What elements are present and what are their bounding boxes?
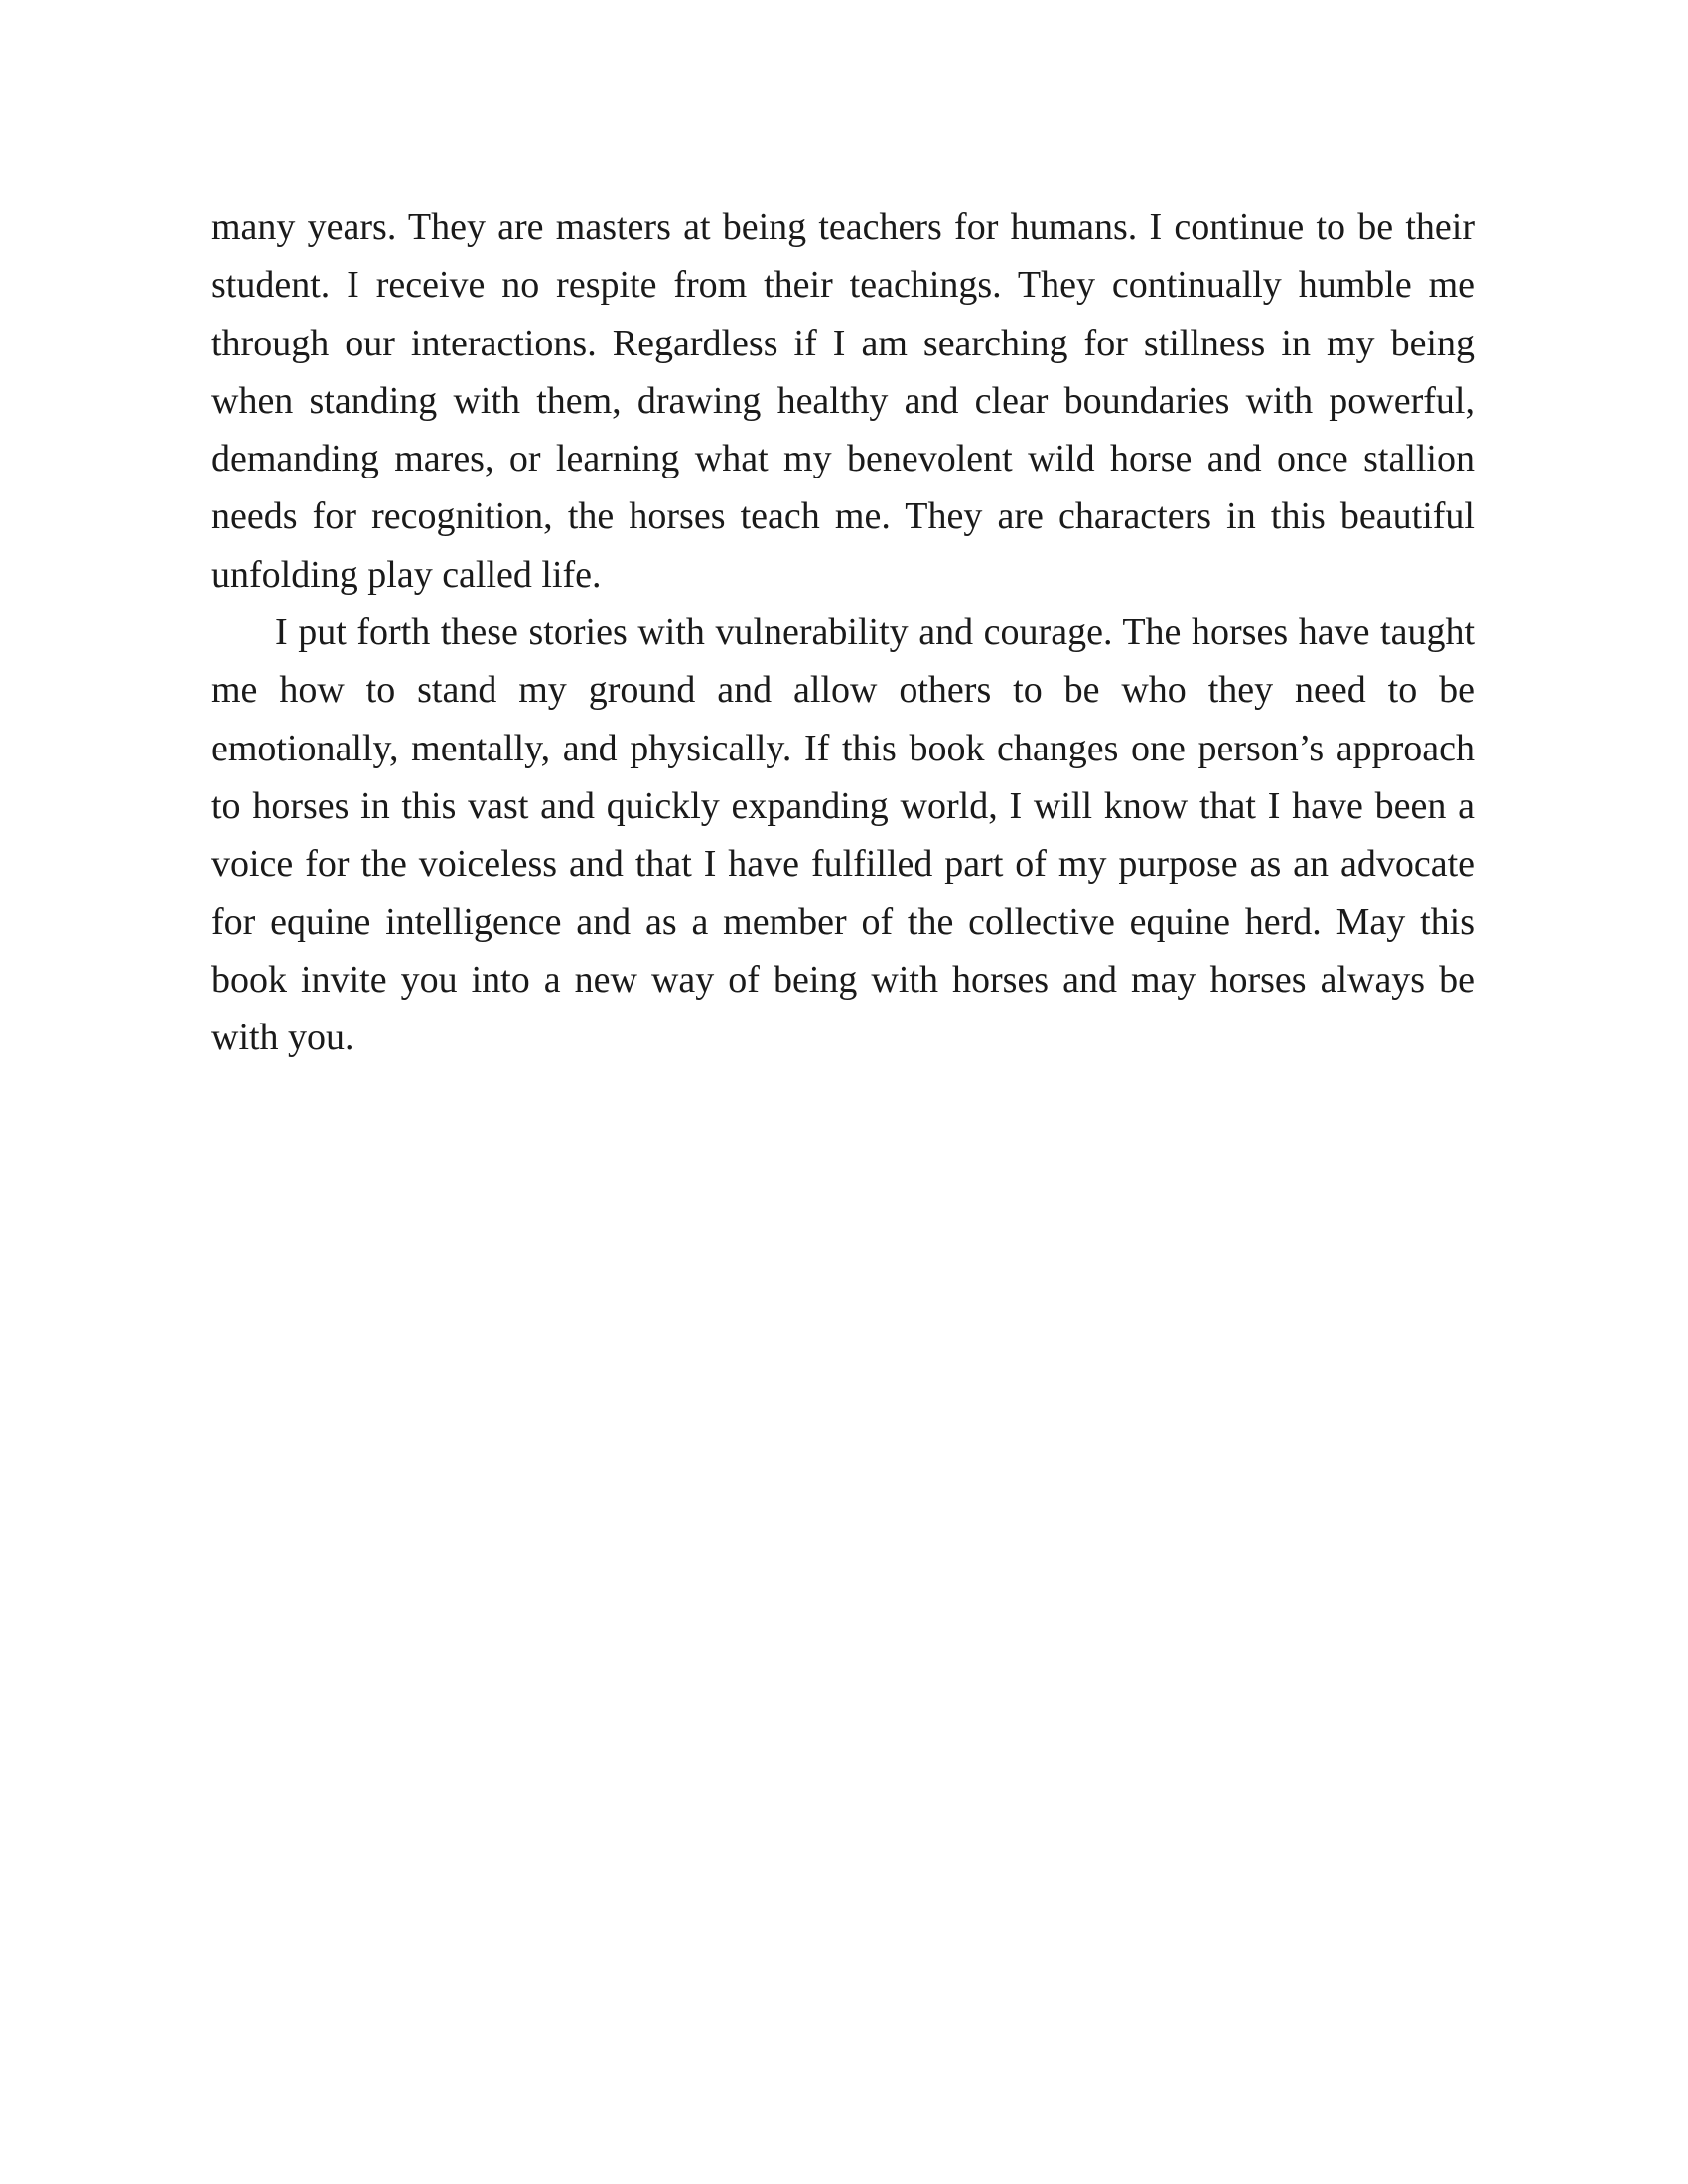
- paragraph: I put forth these stories with vulnerability and courage. The horses have taught me how to stand my ground and allow others to be who they need to be emotionally, mentally, and physically. If this book changes one person’s approach to horses in this vast and quickly expanding world, I will know that I have been a voice for the voiceless and that I have fulfilled part of my purpose as an advocate for equine intelligence and as a member of the collective equine herd. May this book invite you into a new way of being with horses and may horses always be with you.: [211, 612, 1475, 1059]
- body-text: [211, 199, 1475, 1066]
- paragraph-continued: many years. They are masters at being teachers for humans. I continue to be their student. I receive no respite from their teachings. They continually humble me through our interactions. Regardless if I am searching for stillness in my being when standing with them, drawing healthy and clear boundaries with powerful, demanding mares, or learning what my benevolent wild horse and once stallion needs for recognition, the horses teach me. They are characters in this beautiful unfolding play called life.: [211, 206, 1475, 596]
